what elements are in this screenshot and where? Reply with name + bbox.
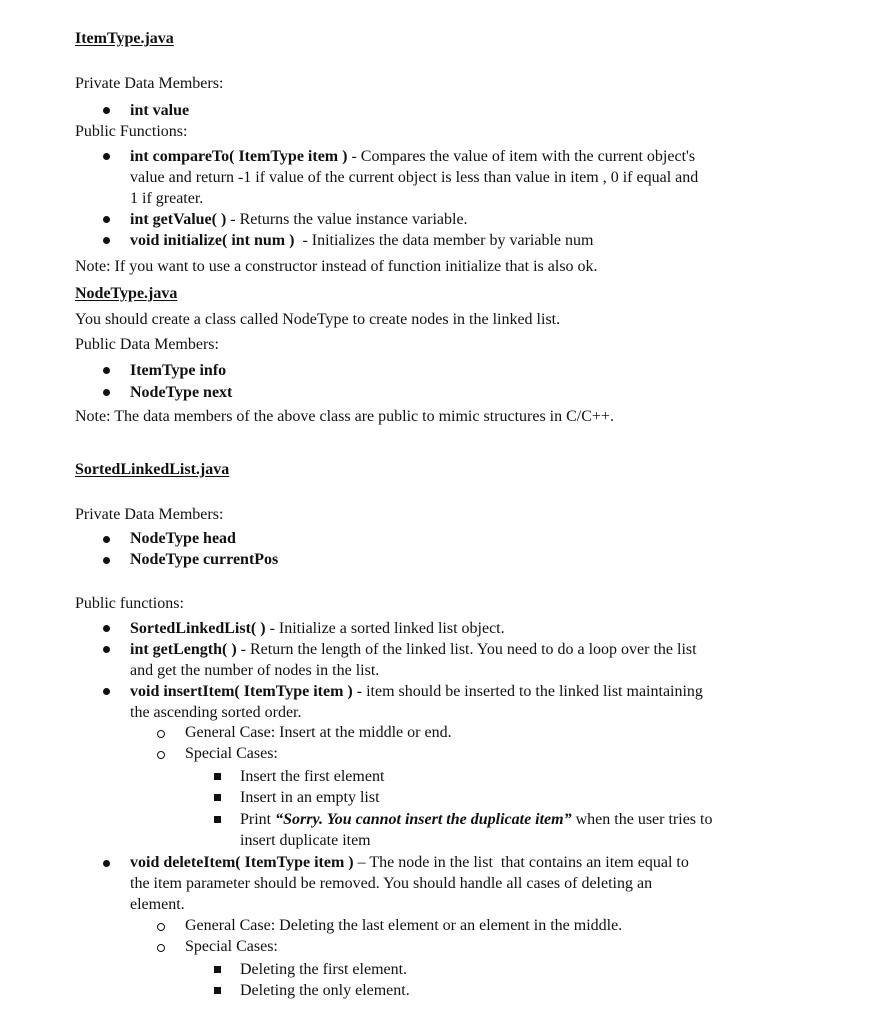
nodetype-public-label: Public Data Members: [75,336,219,353]
bullet-icon [103,860,110,867]
sortedlist-fn-getlength: int getLength( ) - Return the length of the linked list. You need to do a loop over the list and get the number of nodes in the list. [130,641,697,679]
square-bullet-icon [214,773,221,780]
circle-bullet-icon [157,923,165,931]
sortedlist-heading: SortedLinkedList.java [75,461,230,478]
nodetype-member-next: NodeType next [130,384,233,401]
delete-special-label: Special Cases: [185,938,278,955]
itemtype-member-value: int value [130,102,190,119]
itemtype-fn-getvalue: int getValue( ) - Returns the value instance variable. [130,211,468,228]
sortedlist-fn-deleteitem: void deleteItem( ItemType item ) – The node in the list that contains an item equal to the item parameter should be removed. You should handle all cases of deleting an element. [130,854,689,913]
itemtype-private-label: Private Data Members: [75,75,224,92]
insert-special-duplicate: Print “Sorry. You cannot insert the duplicate item” when the user tries to insert duplicate item [240,811,713,849]
delete-special-first: Deleting the first element. [240,961,408,978]
itemtype-heading: ItemType.java [75,30,174,47]
insert-general-case: General Case: Insert at the middle or end. [185,724,452,741]
sortedlist-private-label: Private Data Members: [75,506,224,523]
bullet-icon [103,153,110,160]
circle-bullet-icon [157,751,165,759]
nodetype-heading: NodeType.java [75,285,178,302]
circle-bullet-icon [157,730,165,738]
square-bullet-icon [214,987,221,994]
delete-special-only: Deleting the only element. [240,982,410,999]
nodetype-note: Note: The data members of the above class are public to mimic structures in C/C++. [75,408,614,425]
nodetype-intro: You should create a class called NodeType to create nodes in the linked list. [75,311,561,328]
nodetype-member-info: ItemType info [130,362,227,379]
square-bullet-icon [214,966,221,973]
sortedlist-fn-insertitem: void insertItem( ItemType item ) - item should be inserted to the linked list maintaining the ascending sorted order. [130,683,703,721]
bullet-icon [103,237,110,244]
bullet-icon [103,367,110,374]
bullet-icon [103,625,110,632]
bullet-icon [103,389,110,396]
itemtype-public-label: Public Functions: [75,123,188,140]
bullet-icon [103,646,110,653]
bullet-icon [103,536,110,543]
bullet-icon [103,216,110,223]
sortedlist-member-head: NodeType head [130,530,236,547]
bullet-icon [103,688,110,695]
insert-special-label: Special Cases: [185,745,278,762]
itemtype-fn-compareto: int compareTo( ItemType item ) - Compares the value of item with the current object's value and return -1 if value of the current object is less than value in item , 0 if equal and 1 if greater. [130,148,699,207]
itemtype-note: Note: If you want to use a constructor instead of function initialize that is also ok. [75,258,598,275]
square-bullet-icon [214,816,221,823]
insert-special-first: Insert the first element [240,768,385,785]
sortedlist-fn-constructor: SortedLinkedList( ) - Initialize a sorted linked list object. [130,620,505,637]
bullet-icon [103,107,110,114]
square-bullet-icon [214,794,221,801]
sortedlist-public-label: Public functions: [75,595,184,612]
sortedlist-member-currentpos: NodeType currentPos [130,551,279,568]
itemtype-fn-initialize: void initialize( int num ) - Initializes the data member by variable num [130,232,594,249]
bullet-icon [103,557,110,564]
delete-general-case: General Case: Deleting the last element or an element in the middle. [185,917,623,934]
insert-special-empty: Insert in an empty list [240,789,380,806]
circle-bullet-icon [157,944,165,952]
